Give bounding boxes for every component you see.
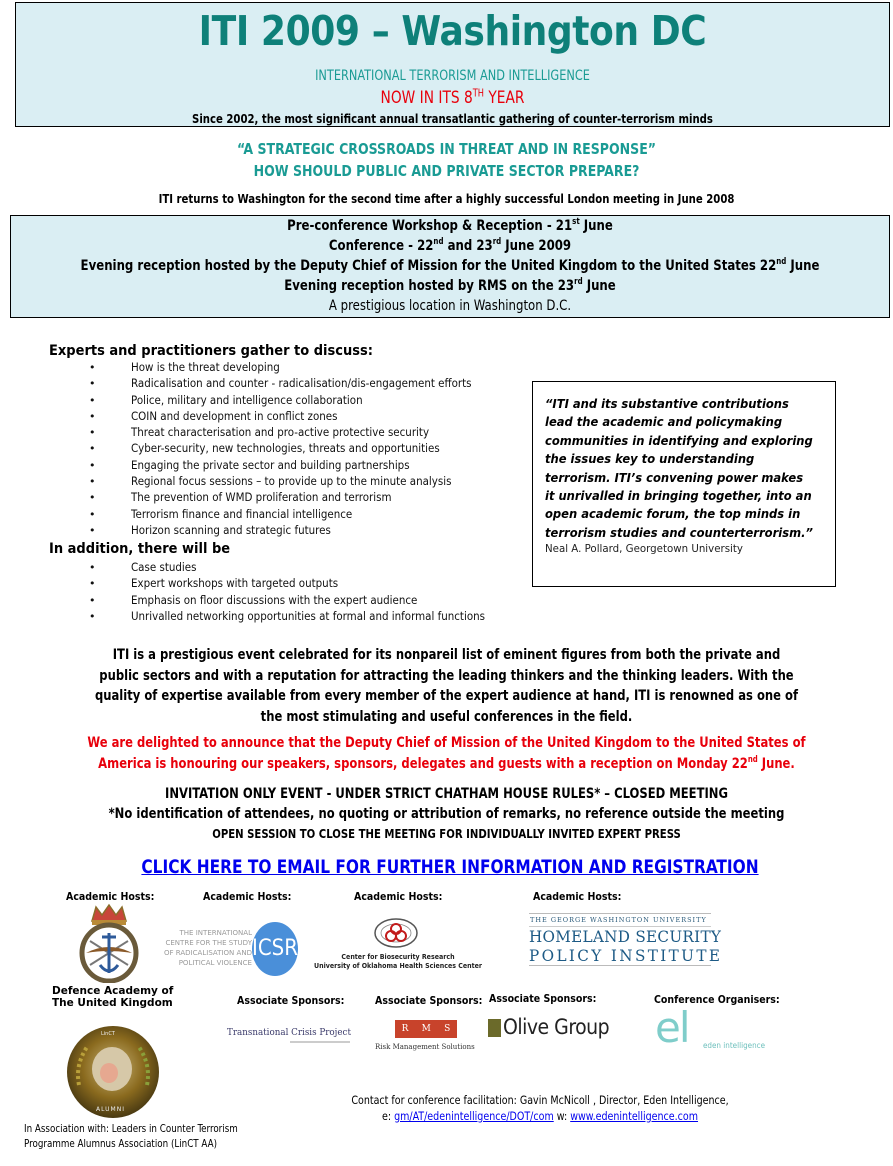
icsr-logo-icon: ICSR [252,922,298,976]
list-item-text: Regional focus sessions – to provide up to the minute analysis [131,475,452,489]
testimonial-text: “ITI and its substantive contributions lead the academic and policymaking communities in identifying and exploring the issues key to understanding terrorism. ITI’s convening power makes it unrivalled in bringing together, into an open academic forum, the top minds in terrorism studies and counterterrorism.” [545,396,813,540]
list-item [89,610,529,626]
evening-reception-2: Evening reception hosted by RMS on the 23rd June [284,277,616,294]
list-item [89,394,529,410]
conference-date: Conference - 22nd and 23rd June 2009 [328,237,572,254]
contact-line: Contact for conference facilitation: Gavin McNicoll , Director, Eden Intelligence, [351,1093,729,1107]
testimonial-source: Neal A. Pollard, Georgetown University [545,542,743,555]
bullet-icon: • [89,458,96,472]
bullet-icon: • [89,409,96,423]
page-title: ITI 2009 – Washington DC [198,7,707,55]
list-item-text: Horizon scanning and strategic futures [131,523,331,537]
list-item [89,459,529,475]
since-tagline: Since 2002, the most significant annual transatlantic gathering of counter-terrorism minds [192,111,713,126]
addition-heading: In addition, there will be [49,541,231,557]
list-item [89,577,529,593]
testimonial-box [532,381,836,587]
rms-logo-icon: R M S [395,1020,457,1038]
olive-group-square-icon [488,1019,501,1037]
bullet-icon: • [89,426,96,440]
list-item-text: Terrorism finance and financial intelligence [131,507,353,521]
list-item [89,594,529,610]
list-item [89,426,529,442]
list-item-text: Cyber-security, new technologies, threats and opportunities [131,442,440,456]
email-registration-link[interactable]: CLICK HERE TO EMAIL FOR FURTHER INFORMATION AND REGISTRATION [141,856,759,878]
list-item-text: Engaging the private sector and building partnerships [131,458,410,472]
defence-academy-crest-icon [78,903,140,983]
bullet-icon: • [89,393,96,407]
invitation-notice: INVITATION ONLY EVENT - UNDER STRICT CHATHAM HOUSE RULES* – CLOSED MEETING [165,786,728,802]
bullet-icon: • [89,442,96,456]
list-item [89,561,529,577]
returns-text: ITI returns to Washington for the second time after a highly successful London meeting in June 2008 [158,191,735,206]
list-item [89,524,529,540]
bullet-icon: • [89,507,96,521]
label-academic-hosts-2: Academic Hosts: [203,891,292,903]
subtitle: INTERNATIONAL TERRORISM AND INTELLIGENCE [315,68,590,84]
bullet-icon: • [89,491,96,505]
list-item [89,410,529,426]
eden-intelligence-name: eden intelligence [703,1041,766,1050]
contact-website-link[interactable]: www.edenintelligence.com [570,1109,699,1123]
eden-intelligence-mark-icon: el [655,1003,689,1052]
linct-association: In Association with: Leaders in Counter Terrorism Programme Alumnus Association (LinCT AA) [24,1122,238,1150]
contact-info: Contact for conference facilitation: Gavin McNicoll , Director, Eden Intelligence, e: gm/AT/edenintelligence/DOT/com w: www.edenintelligence.com [264,1092,816,1124]
defence-academy-name: Defence Academy of The United Kingdom [52,985,174,1009]
list-item-text: Expert workshops with targeted outputs [131,577,339,591]
list-item-text: How is the threat developing [131,361,280,374]
bullet-icon: • [89,377,96,391]
gwu-hspi-logo: THE GEORGE WASHINGTON UNIVERSITY HOMELAND SECURITY POLICY INSTITUTE [529,913,711,966]
theme-line-2: HOW SHOULD PUBLIC AND PRIVATE SECTOR PREPARE? [253,162,640,180]
list-item-text: Unrivalled networking opportunities at formal and informal functions [131,609,485,623]
label-conference-organisers: Conference Organisers: [654,994,780,1006]
year-banner: NOW IN ITS 8TH YEAR [380,88,525,108]
list-item-text: Radicalisation and counter - radicalisation/dis-engagement efforts [131,377,472,391]
linct-alumni-text: ALUMNI [96,1106,125,1113]
list-item-text: Police, military and intelligence collaboration [131,393,363,407]
header-box [15,2,890,127]
olive-group-logo: Olive Group [503,1015,610,1039]
bullet-icon: • [89,475,96,489]
list-item [89,475,529,491]
addition-list [89,561,529,626]
bullet-icon: • [89,561,96,574]
transnational-crisis-project-logo: Transnational Crisis Project [227,1027,351,1038]
evening-reception-1: Evening reception hosted by the Deputy Chief of Mission for the United Kingdom to the United States 22nd June [80,257,820,274]
announcement-paragraph: We are delighted to announce that the Deputy Chief of Mission of the United Kingdom to the United States of America is honouring our speakers, sponsors, delegates and guests with a reception on Monday 22nd June. [87,735,806,772]
theme-line-1: “A STRATEGIC CROSSROADS IN THREAT AND IN RESPONSE” [236,140,657,158]
description-paragraph: ITI is a prestigious event celebrated for its nonpareil list of eminent figures from both the private and public sectors and with a reputation for attracting the leading thinkers and the thinking leaders. With the quality of expertise available from every member of the expert audience at hand, ITI is renowned as one of the most stimulating and useful conferences in the field. [94,647,799,725]
open-session-notice: OPEN SESSION TO CLOSE THE MEETING FOR INDIVIDUALLY INVITED EXPERT PRESS [212,826,681,841]
discuss-list [89,361,529,540]
linct-top-text: LinCT [101,1031,115,1037]
icsr-text: THE INTERNATIONAL CENTRE FOR THE STUDY OF RADICALISATION AND POLITICAL VIOLENCE [163,928,252,967]
list-item [89,361,529,377]
label-academic-hosts-3: Academic Hosts: [354,891,443,903]
discuss-heading: Experts and practitioners gather to discuss: [49,343,373,359]
chatham-footnote: *No identification of attendees, no quoting or attribution of remarks, no reference outside the meeting [108,806,785,822]
label-academic-hosts-1: Academic Hosts: [66,891,155,903]
list-item-text: Emphasis on floor discussions with the expert audience [131,593,418,607]
label-academic-hosts-4: Academic Hosts: [533,891,622,903]
list-item [89,377,529,393]
biohazard-logo-icon [373,917,419,949]
pre-conference-date: Pre-conference Workshop & Reception - 21st June [287,217,613,234]
label-associate-sponsors-3: Associate Sponsors: [489,993,597,1005]
list-item-text: Threat characterisation and pro-active protective security [131,426,430,440]
list-item-text: The prevention of WMD proliferation and terrorism [131,491,392,505]
bullet-icon: • [89,523,96,537]
location: A prestigious location in Washington D.C. [328,298,572,314]
list-item [89,508,529,524]
bullet-icon: • [89,577,96,591]
list-item-text: COIN and development in conflict zones [131,409,338,423]
bullet-icon: • [89,593,96,607]
contact-email-link[interactable]: gm/AT/edenintelligence/DOT/com [394,1109,554,1123]
bullet-icon: • [89,361,96,374]
label-associate-sponsors-1: Associate Sponsors: [237,995,345,1007]
list-item-text: Case studies [131,561,197,574]
biosecurity-name: Center for Biosecurity Research University of Oklahoma Health Sciences Center [314,953,482,970]
bullet-icon: • [89,609,96,623]
rms-name: Risk Management Solutions [375,1043,475,1051]
list-item [89,491,529,507]
tcp-tagline [290,1041,350,1043]
dates-box [10,215,890,318]
list-item [89,442,529,458]
label-associate-sponsors-2: Associate Sponsors: [375,995,483,1007]
